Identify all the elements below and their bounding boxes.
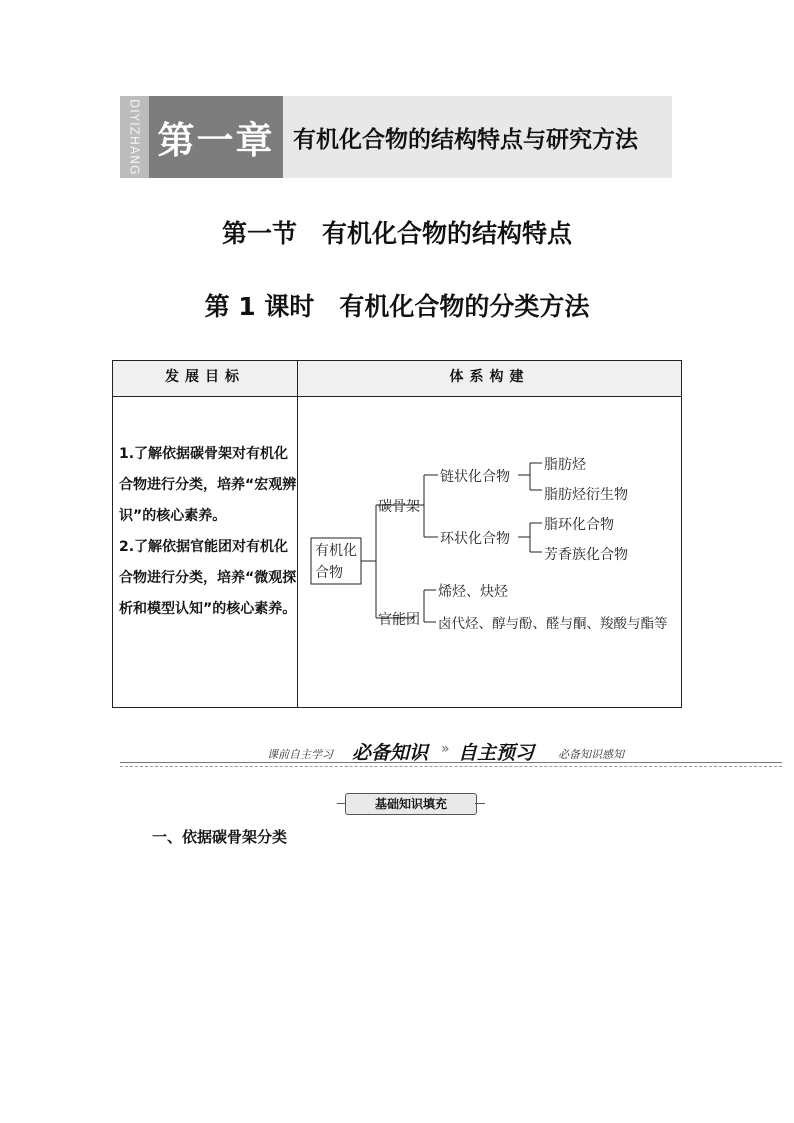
functional-other-groups: 卤代烃、醇与酚、醛与酮、羧酸与酯等 — [438, 616, 668, 632]
root-label-2: 合物 — [315, 565, 343, 581]
band-rule — [120, 762, 782, 763]
band-title-left: 必备知识 — [352, 742, 429, 764]
band-right-caption: 必备知识感知 — [558, 748, 624, 761]
branch-functional-group: 官能团 — [378, 612, 420, 628]
band-left-caption: 课前自主学习 — [267, 748, 333, 761]
chain-aliphatic-hydrocarbon: 脂肪烃 — [544, 457, 586, 473]
header-structure: 体系构建 — [449, 369, 530, 385]
classification-diagram — [298, 397, 680, 706]
lesson-title: 第 1 课时 有机化合物的分类方法 — [204, 292, 590, 321]
chapter-banner — [120, 96, 672, 178]
chapter-title: 有机化合物的结构特点与研究方法 — [283, 96, 672, 178]
ring-aromatic: 芳香族化合物 — [544, 547, 628, 563]
subheading-carbon-skeleton: 一、依据碳骨架分类 — [152, 828, 288, 846]
chain-compounds: 链状化合物 — [440, 469, 510, 485]
ring-alicyclic: 脂环化合物 — [544, 517, 614, 533]
header-goals: 发展目标 — [165, 369, 245, 385]
functional-bracket — [424, 590, 436, 622]
pill-right-rule — [475, 803, 485, 804]
goals-cell — [119, 439, 297, 625]
section-band — [120, 738, 782, 768]
chain-aliphatic-derivative: 脂肪烃衍生物 — [544, 487, 628, 503]
chapter-label: 第一章 — [149, 96, 283, 178]
goal-item-2: 2.了解依据官能团对有机化合物进行分类，培养“微观探析和模型认知”的核心素养。 — [119, 539, 297, 617]
functional-alkene-alkyne: 烯烃、炔烃 — [438, 584, 508, 600]
double-chevron-icon: » — [441, 741, 450, 757]
objectives-table — [112, 360, 682, 708]
band-title-right: 自主预习 — [458, 742, 535, 764]
chain-bracket — [518, 463, 542, 490]
goal-item-1: 1.了解依据碳骨架对有机化合物进行分类，培养“宏观辨识”的核心素养。 — [119, 446, 297, 524]
banner-vertical-text: DIYIZHANG — [120, 96, 149, 178]
ring-compounds: 环状化合物 — [440, 531, 510, 547]
root-label-1: 有机化 — [315, 543, 357, 559]
branch-carbon-skeleton: 碳骨架 — [378, 499, 420, 515]
band-dashed-rule — [120, 766, 782, 767]
basic-knowledge-pill: 基础知识填充 — [345, 793, 477, 815]
ring-bracket — [518, 523, 542, 552]
root-bracket — [361, 505, 414, 618]
section-title: 第一节 有机化合物的结构特点 — [221, 219, 572, 248]
